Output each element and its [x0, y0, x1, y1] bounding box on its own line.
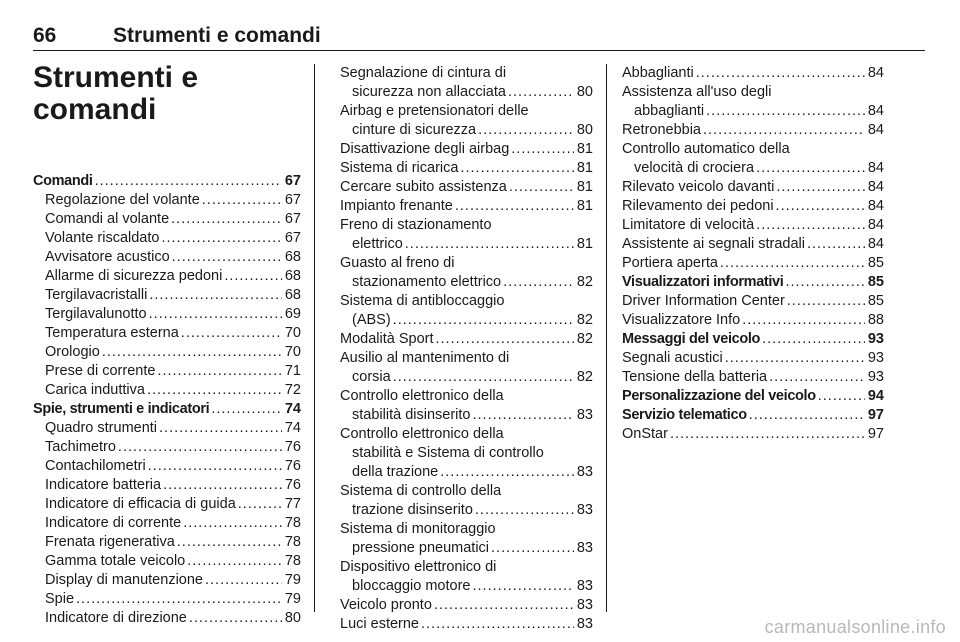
dot-leader	[202, 191, 282, 210]
toc-entry-page: 79	[284, 591, 301, 607]
toc-entry-page: 72	[284, 382, 301, 398]
dot-leader	[818, 387, 865, 406]
column-divider	[606, 64, 607, 612]
toc-entry[interactable]	[33, 552, 301, 571]
toc-entry-page: 81	[576, 179, 593, 195]
dot-leader	[478, 121, 574, 140]
toc-entry-label: corsia	[352, 369, 391, 385]
toc-entry-page: 85	[867, 293, 884, 309]
toc-entry-page: 97	[867, 407, 884, 423]
toc-entry[interactable]	[33, 533, 301, 552]
dot-leader	[756, 159, 865, 178]
toc-entry-page: 69	[284, 306, 301, 322]
toc-entry-label: Indicatore di direzione	[45, 610, 187, 626]
toc-entry[interactable]	[622, 83, 884, 121]
toc-entry-page: 83	[576, 597, 593, 613]
toc-entry[interactable]	[622, 178, 884, 197]
toc-entry[interactable]	[340, 64, 593, 102]
dot-leader	[393, 368, 574, 387]
toc-entry-label: elettrico	[352, 236, 403, 252]
toc-entry-label: Sistema di ricarica	[340, 160, 459, 176]
toc-entry-text-line: Controllo elettronico della	[340, 388, 504, 404]
toc-entry[interactable]	[33, 514, 301, 533]
dot-leader	[161, 229, 281, 248]
toc-entry[interactable]	[33, 305, 301, 324]
toc-entry-page: 74	[284, 401, 301, 417]
dot-leader	[147, 381, 282, 400]
dot-leader	[807, 235, 865, 254]
toc-entry-page: 81	[576, 141, 593, 157]
chapter-title-line: Strumenti e	[33, 61, 199, 94]
toc-entry-text-line: Sistema di monitoraggio	[340, 521, 496, 537]
dot-leader	[405, 235, 574, 254]
toc-entry-page: 77	[284, 496, 301, 512]
dot-leader	[149, 286, 282, 305]
toc-entry-page: 88	[867, 312, 884, 328]
toc-entry[interactable]	[340, 596, 593, 615]
toc-entry-page: 84	[867, 179, 884, 195]
toc-entry[interactable]	[340, 216, 593, 254]
dot-leader	[211, 400, 282, 419]
toc-entry-page: 80	[576, 122, 593, 138]
toc-entry-label: Avvisatore acustico	[45, 249, 170, 265]
toc-entry-page: 67	[284, 230, 301, 246]
toc-entry-label: Rilevato veicolo davanti	[622, 179, 775, 195]
dot-leader	[472, 406, 573, 425]
toc-entry-page: 84	[867, 160, 884, 176]
toc-entry-label: abbaglianti	[634, 103, 705, 119]
dot-leader	[149, 305, 282, 324]
toc-entry-page: 68	[284, 287, 301, 303]
toc-entry-label: Impianto frenante	[340, 198, 453, 214]
toc-entry[interactable]	[33, 229, 301, 248]
dot-leader	[742, 311, 865, 330]
toc-entry-label: Indicatore di efficacia di guida	[45, 496, 236, 512]
toc-entry-label: sicurezza non allacciata	[352, 84, 506, 100]
toc-entry[interactable]	[33, 590, 301, 609]
toc-entry-page: 83	[576, 578, 593, 594]
toc-entry-page: 67	[284, 211, 301, 227]
dot-leader	[509, 178, 574, 197]
toc-entry-page: 79	[284, 572, 301, 588]
running-title: Strumenti e comandi	[113, 24, 321, 47]
toc-entry[interactable]	[33, 476, 301, 495]
toc-entry-page: 93	[867, 369, 884, 385]
toc-entry-text-line: stabilità e Sistema di controllo	[352, 445, 544, 461]
toc-entry-page: 81	[576, 160, 593, 176]
toc-entry-page: 67	[284, 173, 301, 189]
toc-entry-label: Frenata rigenerativa	[45, 534, 175, 550]
toc-entry[interactable]	[340, 140, 593, 159]
toc-entry[interactable]	[340, 159, 593, 178]
toc-entry[interactable]	[622, 64, 884, 83]
toc-entry-page: 85	[867, 255, 884, 271]
toc-entry-page: 85	[867, 274, 884, 290]
toc-entry-page: 70	[284, 344, 301, 360]
toc-entry-text-line: Sistema di antibloccaggio	[340, 293, 505, 309]
toc-entry[interactable]	[33, 381, 301, 400]
dot-leader	[393, 311, 574, 330]
toc-entry[interactable]	[33, 457, 301, 476]
toc-entry[interactable]	[622, 406, 884, 425]
toc-entry-page: 81	[576, 198, 593, 214]
toc-entry-page: 80	[576, 84, 593, 100]
dot-leader	[102, 343, 282, 362]
dot-leader	[434, 596, 574, 615]
toc-entry-page: 78	[284, 534, 301, 550]
toc-entry-label: Cercare subito assistenza	[340, 179, 507, 195]
toc-entry-text-line: Guasto al freno di	[340, 255, 455, 271]
watermark: carmanualsonline.info	[764, 617, 946, 637]
toc-entry[interactable]	[622, 254, 884, 273]
toc-entry-label: della trazione	[352, 464, 439, 480]
toc-entry-text-line: Controllo automatico della	[622, 141, 790, 157]
toc-entry-page: 84	[867, 236, 884, 252]
toc-entry[interactable]	[33, 267, 301, 286]
toc-entry-label: Regolazione del volante	[45, 192, 200, 208]
toc-column-1	[33, 172, 301, 628]
toc-entry-text-line: Assistenza all'uso degli	[622, 84, 772, 100]
dot-leader	[177, 533, 282, 552]
toc-entry-label: Spie, strumenti e indicatori	[33, 401, 210, 417]
dot-leader	[511, 140, 574, 159]
toc-entry-page: 83	[576, 540, 593, 556]
toc-entry-page: 84	[867, 65, 884, 81]
toc-entry[interactable]	[622, 292, 884, 311]
toc-entry[interactable]	[33, 324, 301, 343]
toc-entry[interactable]	[622, 121, 884, 140]
toc-entry[interactable]	[33, 343, 301, 362]
dot-leader	[508, 83, 574, 102]
toc-entry-label: Veicolo pronto	[340, 597, 432, 613]
dot-leader	[436, 330, 574, 349]
dot-leader	[475, 501, 574, 520]
toc-entry-label: Volante riscaldato	[45, 230, 160, 246]
toc-entry-label: Indicatore batteria	[45, 477, 162, 493]
toc-entry-label: Tachimetro	[45, 439, 116, 455]
dot-leader	[163, 476, 282, 495]
toc-entry-label: Visualizzatori informativi	[622, 274, 784, 290]
toc-entry[interactable]	[340, 197, 593, 216]
toc-entry-page: 84	[867, 217, 884, 233]
toc-entry[interactable]	[33, 362, 301, 381]
toc-entry-page: 83	[576, 616, 593, 632]
toc-entry-label: (ABS)	[352, 312, 391, 328]
toc-entry[interactable]	[622, 330, 884, 349]
toc-entry-label: cinture di sicurezza	[352, 122, 477, 138]
dot-leader	[172, 248, 282, 267]
toc-entry-label: Disattivazione degli airbag	[340, 141, 510, 157]
dot-leader	[171, 210, 282, 229]
toc-entry-text-line: Freno di stazionamento	[340, 217, 492, 233]
dot-leader	[224, 267, 282, 286]
toc-entry-page: 76	[284, 458, 301, 474]
dot-leader	[785, 273, 864, 292]
toc-entry[interactable]	[340, 102, 593, 140]
dot-leader	[762, 330, 865, 349]
toc-entry[interactable]	[340, 425, 593, 482]
toc-entry[interactable]	[340, 178, 593, 197]
dot-leader	[76, 590, 282, 609]
toc-entry[interactable]	[33, 172, 301, 191]
dot-leader	[95, 172, 282, 191]
toc-entry[interactable]	[33, 400, 301, 419]
toc-entry-label: Assistente ai segnali stradali	[622, 236, 805, 252]
toc-entry[interactable]	[33, 571, 301, 590]
toc-entry-page: 83	[576, 502, 593, 518]
toc-entry-label: Portiera aperta	[622, 255, 718, 271]
toc-entry-label: Segnali acustici	[622, 350, 723, 366]
toc-entry-text-line: Dispositivo elettronico di	[340, 559, 497, 575]
dot-leader	[756, 216, 865, 235]
dot-leader	[205, 571, 282, 590]
toc-entry[interactable]	[622, 197, 884, 216]
dot-leader	[503, 273, 574, 292]
chapter-title	[33, 62, 303, 126]
dot-leader	[189, 609, 282, 628]
toc-entry[interactable]	[622, 387, 884, 406]
toc-entry-page: 76	[284, 477, 301, 493]
toc-entry-label: Comandi al volante	[45, 211, 170, 227]
toc-entry[interactable]	[340, 330, 593, 349]
toc-entry[interactable]	[340, 292, 593, 330]
toc-entry-label: Spie	[45, 591, 75, 607]
toc-entry-page: 84	[867, 122, 884, 138]
toc-entry-page: 97	[867, 426, 884, 442]
toc-entry-text-line: Segnalazione di cintura di	[340, 65, 507, 81]
toc-entry-label: Limitatore di velocità	[622, 217, 755, 233]
toc-entry-text-line: Controllo elettronico della	[340, 426, 504, 442]
dot-leader	[787, 292, 865, 311]
toc-entry-label: Rilevamento dei pedoni	[622, 198, 774, 214]
dot-leader	[473, 577, 574, 596]
dot-leader	[725, 349, 865, 368]
toc-entry-page: 84	[867, 198, 884, 214]
dot-leader	[776, 178, 865, 197]
toc-entry-label: Display di manutenzione	[45, 572, 203, 588]
toc-entry-label: Tergilavacristalli	[45, 287, 148, 303]
dot-leader	[706, 102, 865, 121]
toc-entry-label: Retronebbia	[622, 122, 701, 138]
toc-entry[interactable]	[340, 482, 593, 520]
toc-entry-page: 93	[867, 331, 884, 347]
toc-entry-label: Allarme di sicurezza pedoni	[45, 268, 223, 284]
dot-leader	[460, 159, 573, 178]
toc-entry-label: Temperatura esterna	[45, 325, 179, 341]
dot-leader	[148, 457, 282, 476]
dot-leader	[181, 324, 282, 343]
dot-leader	[440, 463, 574, 482]
toc-entry-page: 76	[284, 439, 301, 455]
toc-entry-label: Visualizzatore Info	[622, 312, 741, 328]
toc-entry-label: Quadro strumenti	[45, 420, 158, 436]
toc-entry-label: Abbaglianti	[622, 65, 694, 81]
toc-entry-label: Orologio	[45, 344, 100, 360]
dot-leader	[703, 121, 865, 140]
toc-entry[interactable]	[33, 438, 301, 457]
page-header	[33, 0, 925, 51]
dot-leader	[491, 539, 574, 558]
dot-leader	[159, 419, 282, 438]
toc-entry[interactable]	[622, 235, 884, 254]
toc-entry-label: Tergilavalunotto	[45, 306, 147, 322]
toc-entry-page: 74	[284, 420, 301, 436]
toc-entry-page: 78	[284, 515, 301, 531]
toc-entry-label: Driver Information Center	[622, 293, 785, 309]
toc-entry-page: 68	[284, 268, 301, 284]
toc-entry-page: 94	[867, 388, 884, 404]
toc-entry-page: 82	[576, 369, 593, 385]
toc-entry[interactable]	[622, 273, 884, 292]
toc-entry-label: Servizio telematico	[622, 407, 747, 423]
toc-entry-page: 68	[284, 249, 301, 265]
toc-entry-page: 93	[867, 350, 884, 366]
dot-leader	[670, 425, 865, 444]
toc-entry-label: bloccaggio motore	[352, 578, 471, 594]
toc-entry-page: 83	[576, 407, 593, 423]
toc-entry-label: Messaggi del veicolo	[622, 331, 761, 347]
toc-entry-page: 84	[867, 103, 884, 119]
toc-entry-text-line: Ausilio al mantenimento di	[340, 350, 510, 366]
toc-entry[interactable]	[33, 210, 301, 229]
dot-leader	[157, 362, 281, 381]
dot-leader	[769, 368, 865, 387]
toc-entry[interactable]	[33, 248, 301, 267]
toc-column-2	[340, 64, 593, 634]
toc-entry[interactable]	[33, 495, 301, 514]
page-number: 66	[33, 24, 57, 47]
toc-entry[interactable]	[340, 387, 593, 425]
toc-entry[interactable]	[33, 609, 301, 628]
toc-entry[interactable]	[340, 558, 593, 596]
dot-leader	[187, 552, 282, 571]
toc-entry-page: 78	[284, 553, 301, 569]
dot-leader	[776, 197, 865, 216]
toc-entry-page: 80	[284, 610, 301, 626]
toc-entry-label: pressione pneumatici	[352, 540, 490, 556]
toc-entry-label: Tensione della batteria	[622, 369, 768, 385]
toc-entry-label: Personalizzazione del veicolo	[622, 388, 816, 404]
toc-entry-page: 82	[576, 312, 593, 328]
toc-entry-label: Comandi	[33, 173, 93, 189]
toc-column-3	[622, 64, 884, 444]
toc-entry[interactable]	[622, 311, 884, 330]
toc-entry[interactable]	[33, 191, 301, 210]
dot-leader	[238, 495, 282, 514]
toc-entry[interactable]	[340, 615, 593, 634]
toc-entry-label: Indicatore di corrente	[45, 515, 182, 531]
chapter-title-line: comandi	[33, 93, 157, 126]
toc-entry-page: 70	[284, 325, 301, 341]
toc-entry-label: Modalità Sport	[340, 331, 434, 347]
toc-entry[interactable]	[622, 349, 884, 368]
column-divider	[314, 64, 315, 612]
toc-entry[interactable]	[622, 425, 884, 444]
toc-entry[interactable]	[340, 254, 593, 292]
toc-entry-page: 81	[576, 236, 593, 252]
toc-entry-page: 82	[576, 274, 593, 290]
toc-entry[interactable]	[340, 520, 593, 558]
dot-leader	[696, 64, 865, 83]
toc-entry[interactable]	[33, 419, 301, 438]
toc-entry-label: Carica induttiva	[45, 382, 145, 398]
toc-entry[interactable]	[622, 140, 884, 178]
toc-entry-label: stazionamento elettrico	[352, 274, 502, 290]
toc-entry-page: 83	[576, 464, 593, 480]
toc-entry[interactable]	[622, 368, 884, 387]
toc-entry-label: OnStar	[622, 426, 668, 442]
toc-entry[interactable]	[622, 216, 884, 235]
toc-entry[interactable]	[33, 286, 301, 305]
toc-entry-page: 71	[284, 363, 301, 379]
dot-leader	[720, 254, 865, 273]
toc-entry-label: trazione disinserito	[352, 502, 473, 518]
dot-leader	[118, 438, 282, 457]
toc-entry-page: 82	[576, 331, 593, 347]
toc-entry-label: velocità di crociera	[634, 160, 755, 176]
toc-entry-page: 67	[284, 192, 301, 208]
toc-entry-text-line: Sistema di controllo della	[340, 483, 502, 499]
toc-entry-label: Contachilometri	[45, 458, 146, 474]
dot-leader	[749, 406, 865, 425]
toc-entry-label: Prese di corrente	[45, 363, 156, 379]
toc-entry-label: Gamma totale veicolo	[45, 553, 186, 569]
toc-entry-label: stabilità disinserito	[352, 407, 471, 423]
toc-entry[interactable]	[340, 349, 593, 387]
dot-leader	[183, 514, 282, 533]
dot-leader	[455, 197, 574, 216]
toc-entry-text-line: Airbag e pretensionatori delle	[340, 103, 529, 119]
dot-leader	[421, 615, 574, 634]
toc-entry-label: Luci esterne	[340, 616, 419, 632]
